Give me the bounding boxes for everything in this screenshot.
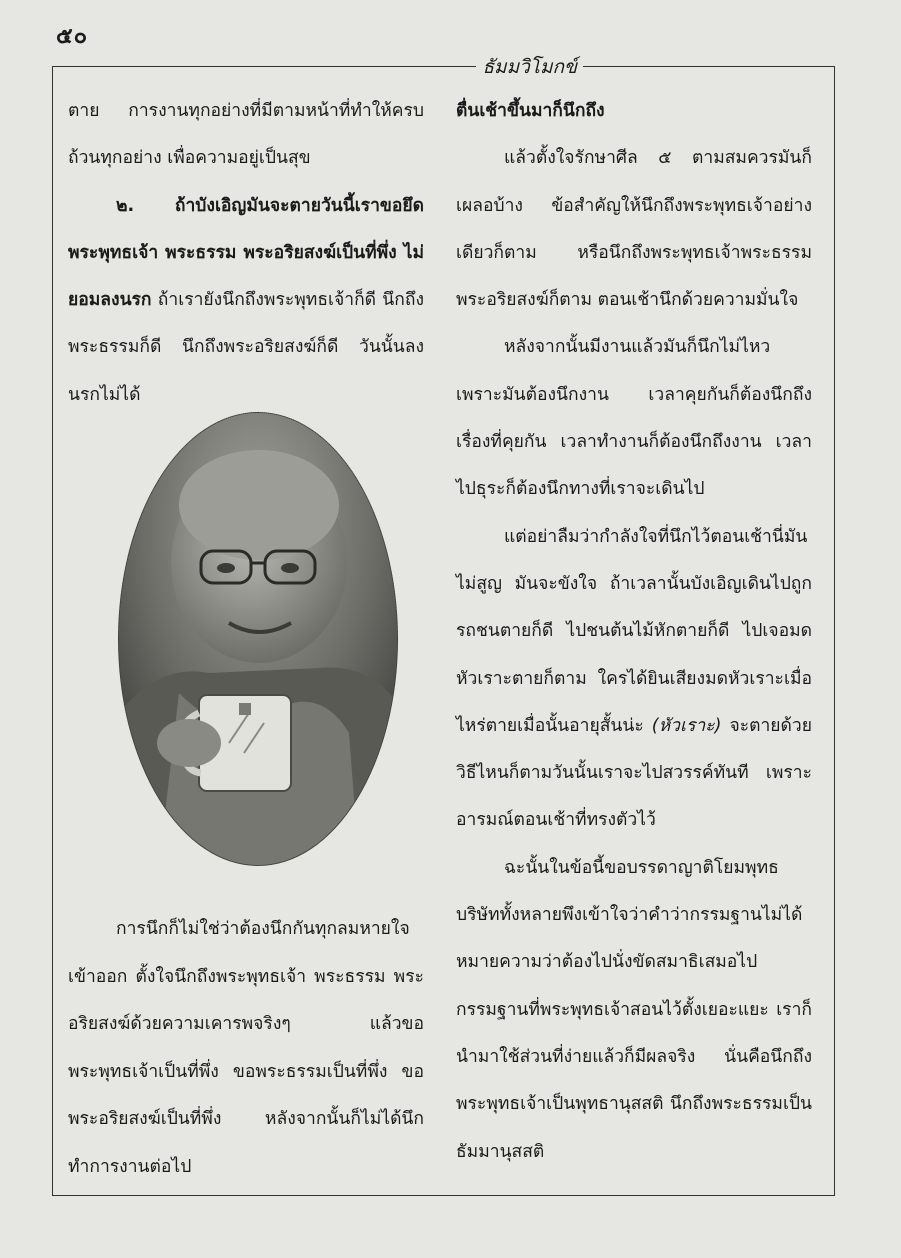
frame-right-rule <box>834 66 835 1196</box>
portrait-photo <box>118 412 398 866</box>
frame-bottom-rule <box>52 1195 835 1196</box>
frame-left-rule <box>52 66 53 1196</box>
right-paragraph-2: หลังจากนั้นมีงานแล้วมันก็นึกไม่ไหวเพราะมันต้องนึกงาน เวลาคุยกันก็ต้องนึกถึงเรื่องที่คุยกัน เวลาทำงานก็ต้องนึกถึงงาน เวลาไปธุระก็ต้องนึกทางที่เราจะเดินไป <box>456 337 812 500</box>
running-header: ธัมมวิโมกข์ <box>476 52 583 82</box>
section-heading: ตื่นเช้าขึ้นมาก็นึกถึง <box>456 101 605 121</box>
right-paragraph-4: ฉะนั้นในข้อนี้ขอบรรดาญาติโยมพุทธบริษัททั้งหลายพึงเข้าใจว่าคำว่ากรรมฐานไม่ได้หมายความว่าต้องไปนั่งขัดสมาธิเสมอไป กรรมฐานที่พระพุทธเจ้าสอนไว้ตั้งเยอะแยะ เราก็นำมาใช้ส่วนที่ง่ายแล้วก็มีผลจริง นั่นคือนึกถึงพระพุทธเจ้าเป็นพุทธานุสสติ นึกถึงพระธรรมเป็นธัมมานุสสติ <box>456 857 812 1162</box>
laughter-note: (หัวเราะ) <box>651 715 722 736</box>
right-paragraph-3 <box>456 514 812 845</box>
left-column <box>68 88 424 419</box>
left-column-bottom <box>68 906 424 1191</box>
right-paragraph-1: แล้วตั้งใจรักษาศีล ๕ ตามสมควรมันก็เผลอบ้าง ข้อสำคัญให้นึกถึงพระพุทธเจ้าอย่างเดียวก็ตาม หรือนึกถึงพระพุทธเจ้าพระธรรม พระอริยสงฆ์ก็ตาม ตอนเช้านึกด้วยความมั่นใจ <box>456 148 812 311</box>
header-rule <box>52 66 834 67</box>
right-paragraph-3-part-a: แต่อย่าลืมว่ากำลังใจที่นึกไว้ตอนเช้านี่มันไม่สูญ มันจะขังใจ ถ้าเวลานั้นบังเอิญเดินไปถูกรถชนตายก็ดี ไปชนต้นไม้หักตายก็ดี ไปเจอมดหัวเราะตายก็ตาม ใครได้ยินเสียงมดหัวเราะเมื่อไหร่ตายเมื่อนั้นอายุสั้นน่ะ <box>456 526 812 736</box>
left-paragraph-3: การนึกก็ไม่ใช่ว่าต้องนึกกันทุกลมหายใจเข้าออก ตั้งใจนึกถึงพระพุทธเจ้า พระธรรม พระอริยสงฆ์ด้วยความเคารพจริงๆ แล้วขอพระพุทธเจ้าเป็นที่พึ่ง ขอพระธรรมเป็นที่พึ่ง ขอพระอริยสงฆ์เป็นที่พึ่ง หลังจากนั้นก็ไม่ได้นึก ทำการงานต่อไป <box>68 919 424 1177</box>
left-paragraph-1: ตาย การงานทุกอย่างที่มีตามหน้าที่ทำให้ครบถ้วนทุกอย่าง เพื่อความอยู่เป็นสุข <box>68 101 424 169</box>
numbered-point-bold: ๒. ถ้าบังเอิญมันจะตายวันนี้เราขอยึดพระพุทธเจ้า พระธรรม พระอริยสงฆ์เป็นที่พึ่ง ไม่ยอมลงนรก <box>68 195 424 311</box>
monk-portrait-image <box>119 413 397 865</box>
page-number: ๕๐ <box>56 24 89 49</box>
numbered-point-text: ถ้าเรายังนึกถึงพระพุทธเจ้าก็ดี นึกถึงพระธรรมก็ดี นึกถึงพระอริยสงฆ์ก็ดี วันนั้นลงนรกไม่ได้ <box>68 290 424 405</box>
left-paragraph-2 <box>68 183 424 419</box>
right-column <box>456 88 812 1176</box>
right-paragraph-3-part-b: จะตายด้วยวิธีไหนก็ตามวันนั้นเราจะไปสวรรค์ทันที เพราะอารมณ์ตอนเช้าที่ทรงตัวไว้ <box>456 715 812 831</box>
